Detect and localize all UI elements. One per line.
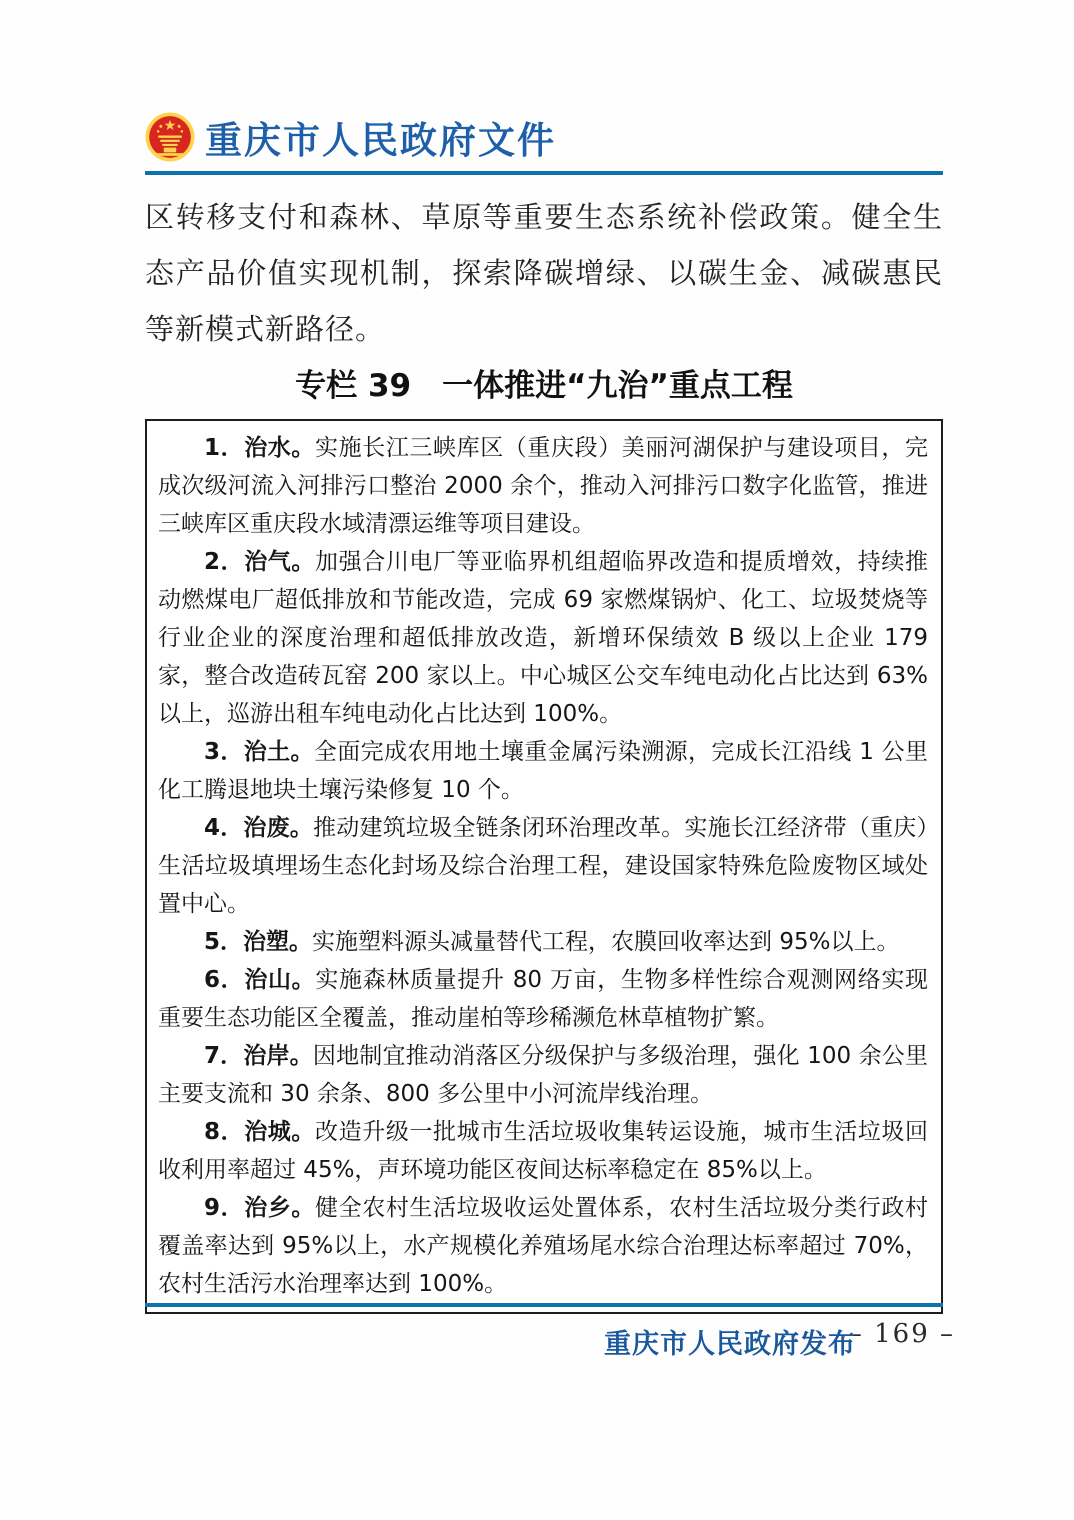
box-item-3: [158, 733, 928, 809]
footer-divider-line: [145, 1303, 943, 1307]
box-item-2-label: 2．治气。: [204, 549, 316, 575]
box-item-8-text: 改造升级一批城市生活垃圾收集转运设施，城市生活垃圾回收利用率超过 45%，声环境功能区夜间达标率稳定在 85%以上。: [158, 1119, 929, 1183]
box-item-5-text: 实施塑料源头减量替代工程，农膜回收率达到 95%以上。: [312, 929, 900, 955]
column-39-box: [145, 419, 943, 1314]
box-item-9-text: 健全农村生活垃圾收运处置体系，农村生活垃圾分类行政村覆盖率达到 95%以上，水产规模化养殖场尾水综合治理达标率超过 70%，农村生活污水治理率达到 100%。: [158, 1195, 929, 1297]
box-item-2: [158, 543, 928, 733]
box-item-4: [158, 809, 928, 923]
document-header: [145, 0, 943, 164]
national-emblem-icon: [145, 112, 195, 162]
box-item-3-label: 3．治土。: [204, 739, 314, 765]
body-paragraph: 区转移支付和森林、草原等重要生态系统补偿政策。健全生态产品价值实现机制，探索降碳增绿、以碳生金、减碳惠民等新模式新路径。: [145, 200, 943, 346]
footer-publisher: 重庆市人民政府发布: [604, 1329, 856, 1360]
box-item-4-label: 4．治废。: [204, 815, 314, 841]
box-item-7-text: 因地制宜推动消落区分级保护与多级治理，强化 100 余公里主要支流和 30 余条、800 多公里中小河流岸线治理。: [158, 1043, 928, 1107]
box-item-3-text: 全面完成农用地土壤重金属污染溯源，完成长江沿线 1 公里化工腾退地块土壤污染修复 10 个。: [158, 739, 928, 803]
box-item-6: [158, 961, 928, 1037]
box-title: 专栏 39 一体推进“九治”重点工程: [295, 368, 793, 404]
box-item-6-label: 6．治山。: [204, 967, 316, 993]
box-item-1: [158, 429, 928, 543]
box-item-1-label: 1．治水。: [204, 435, 316, 461]
box-item-2-text: 加强合川电厂等亚临界机组超临界改造和提质增效，持续推动燃煤电厂超低排放和节能改造，完成 69 家燃煤锅炉、化工、垃圾焚烧等行业企业的深度治理和超低排放改造，新增环保绩效 B 级以上企业 179 家，整合改造砖瓦窑 200 家以上。中心城区公交车纯电动化占比达到 63%以上，巡游出租车纯电动化占比达到 100%。: [158, 549, 929, 727]
box-item-7: [158, 1037, 928, 1113]
box-item-8: [158, 1113, 928, 1189]
page-number: – 169 –: [848, 1319, 955, 1349]
header-divider-line: [145, 171, 943, 175]
box-item-9-label: 9．治乡。: [204, 1195, 316, 1221]
box-item-7-label: 7．治岸。: [204, 1043, 313, 1069]
box-item-5: [158, 923, 928, 961]
box-item-9: [158, 1189, 928, 1303]
box-item-8-label: 8．治城。: [204, 1119, 316, 1145]
header-title: 重庆市人民政府文件: [205, 118, 556, 162]
box-item-1-text: 实施长江三峡库区（重庆段）美丽河湖保护与建设项目，完成次级河流入河排污口整治 2000 余个，推动入河排污口数字化监管，推进三峡库区重庆段水域清漂运维等项目建设。: [158, 435, 929, 537]
box-item-4-text: 推动建筑垃圾全链条闭环治理改革。实施长江经济带（重庆）生活垃圾填埋场生态化封场及综合治理工程，建设国家特殊危险废物区域处置中心。: [158, 815, 929, 917]
box-item-6-text: 实施森林质量提升 80 万亩，生物多样性综合观测网络实现重要生态功能区全覆盖，推动崖柏等珍稀濒危林草植物扩繁。: [158, 967, 928, 1031]
box-item-5-label: 5．治塑。: [204, 929, 313, 955]
